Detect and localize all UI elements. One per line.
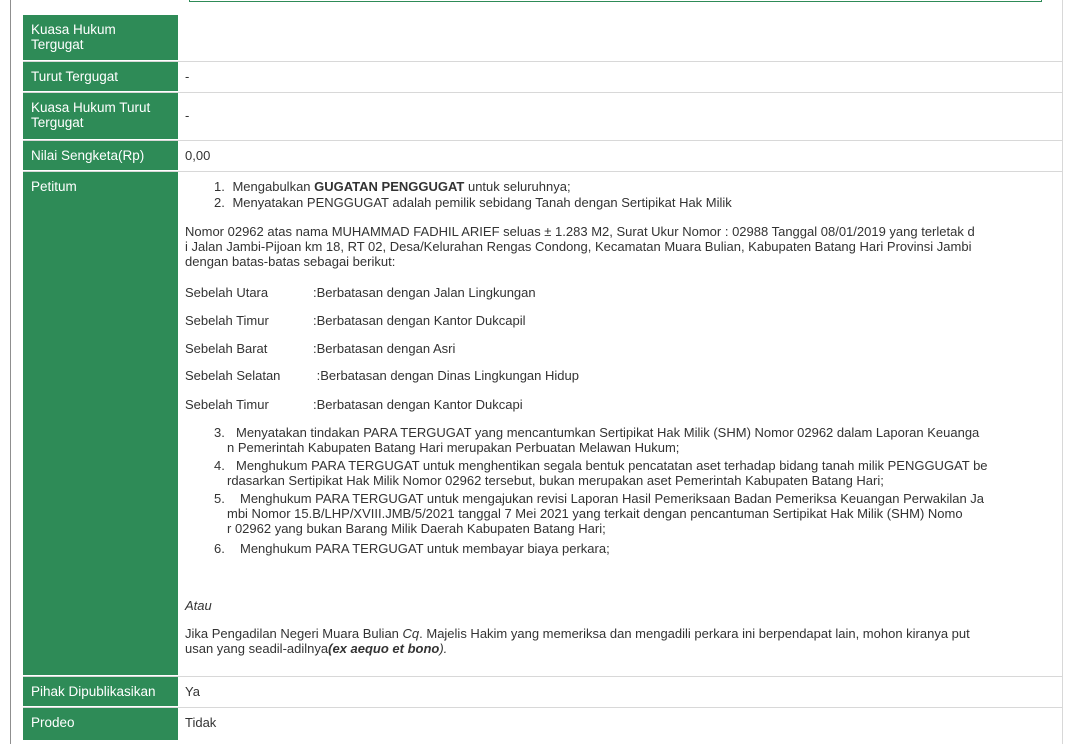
- batas-row: [185, 341, 1055, 356]
- row-divider: [23, 92, 1063, 93]
- row-divider: [23, 140, 1063, 141]
- petitum-item-6: [214, 541, 1054, 556]
- petitum-item-5: [214, 491, 1054, 536]
- batas-row: [185, 368, 1055, 383]
- ex-aequo-et-bono: (ex aequo et bono: [328, 641, 440, 656]
- batas-row: [185, 285, 1055, 300]
- batas-desc: :Berbatasan dengan Jalan Lingkungan: [313, 285, 536, 300]
- jika-l2-post: ).: [439, 641, 448, 656]
- jika-line-1: [185, 626, 1055, 641]
- row-divider: [23, 61, 1063, 62]
- batas-side: Sebelah Timur: [185, 313, 269, 328]
- batas-row: [185, 397, 1055, 412]
- label-nilai-sengketa: Nilai Sengketa(Rp): [23, 141, 178, 170]
- label-pihak-dipublikasikan: Pihak Dipublikasikan: [23, 677, 178, 706]
- petitum-item-3: [214, 425, 1054, 455]
- item1-text-pre: Mengabulkan: [232, 179, 315, 194]
- row-divider: [23, 676, 1063, 677]
- row-divider: [23, 171, 1063, 172]
- nomor-line-2: i Jalan Jambi-Pijoan km 18, RT 02, Desa/Kelurahan Rengas Condong, Kecamatan Muara Bulian, Kabupaten Batang Hari Provinsi Jambi: [185, 239, 972, 254]
- batas-row: [185, 313, 1055, 328]
- item4-line-2: rdasarkan Sertipikat Hak Milik Nomor 02962 tersebut, bukan merupakan aset Pemerintah Kabupaten Batang Hari;: [227, 473, 884, 488]
- list-number: 2.: [214, 195, 225, 210]
- item3-line-1: Menyatakan tindakan PARA TERGUGAT yang mencantumkan Sertipikat Hak Milik (SHM) Nomor 02962 dalam Laporan Keuanga: [236, 425, 980, 440]
- nomor-line-1: Nomor 02962 atas nama MUHAMMAD FADHIL ARIEF seluas ± 1.283 M2, Surat Ukur Nomor : 02988 Tanggal 08/01/2019 yang terletak d: [185, 224, 975, 239]
- list-number: 3.: [214, 425, 225, 440]
- jika-post: . Majelis Hakim yang memeriksa dan mengadili perkara ini berpendapat lain, mohon kiranya put: [419, 626, 970, 641]
- jika-line-2: [185, 641, 1055, 656]
- list-number: 4.: [214, 458, 225, 473]
- list-number: 6.: [214, 541, 225, 556]
- batas-desc: :Berbatasan dengan Kantor Dukcapi: [313, 397, 523, 412]
- item5-line-3: r 02962 yang bukan Barang Milik Daerah Kabupaten Batang Hari;: [227, 521, 606, 536]
- batas-side: Sebelah Utara: [185, 285, 269, 300]
- petitum-nomor-paragraph: [185, 224, 1055, 269]
- list-number: 1.: [214, 179, 225, 194]
- label-turut-tergugat: Turut Tergugat: [23, 62, 178, 91]
- value-prodeo: Tidak: [185, 715, 217, 730]
- petitum-item-4: [214, 458, 1054, 488]
- batas-desc: :Berbatasan dengan Kantor Dukcapil: [313, 313, 526, 328]
- batas-desc: :Berbatasan dengan Asri: [313, 341, 456, 356]
- nomor-line-3: dengan batas-batas sebagai berikut:: [185, 254, 396, 269]
- item3-line-2: n Pemerintah Kabupaten Batang Hari merupakan Perbuatan Melawan Hukum;: [227, 440, 680, 455]
- item5-line-1: Menghukum PARA TERGUGAT untuk mengajukan revisi Laporan Hasil Pemeriksaan Badan Pemeriksa Keuangan Perwakilan Ja: [240, 491, 985, 506]
- label-prodeo: Prodeo: [23, 708, 178, 740]
- item2-text: Menyatakan PENGGUGAT adalah pemilik sebidang Tanah dengan Sertipikat Hak Milik: [232, 195, 732, 210]
- jika-paragraph: [185, 626, 1055, 656]
- list-number: 5.: [214, 491, 225, 506]
- batas-desc: :Berbatasan dengan Dinas Lingkungan Hidup: [313, 368, 579, 383]
- label-kuasa-hukum-tergugat: Kuasa Hukum Tergugat: [23, 15, 178, 60]
- value-nilai-sengketa: 0,00: [185, 148, 211, 163]
- item4-line-1: Menghukum PARA TERGUGAT untuk menghentikan segala bentuk pencatatan aset terhadap bidang tanah milik PENGGUGAT be: [236, 458, 988, 473]
- value-kuasa-hukum-turut-tergugat: -: [185, 108, 190, 123]
- batas-side: Sebelah Selatan: [185, 368, 281, 383]
- item1-text-post: untuk seluruhnya;: [464, 179, 571, 194]
- petitum-item-1: [214, 179, 571, 194]
- value-pihak-dipublikasikan: Ya: [185, 684, 200, 699]
- jika-cq: Cq: [402, 626, 420, 641]
- batas-side: Sebelah Timur: [185, 397, 269, 412]
- atau-text: Atau: [185, 598, 212, 613]
- previous-row-box: [189, 0, 1042, 2]
- item1-text-bold: GUGATAN PENGGUGAT: [314, 179, 465, 194]
- item5-line-2: mbi Nomor 15.B/LHP/XVIII.JMB/5/2021 tanggal 7 Mei 2021 yang terkait dengan pencantuman Sertipikat Hak Milik (SHM) Nomo: [227, 506, 963, 521]
- petitum-item-2: [214, 195, 732, 210]
- value-turut-tergugat: -: [185, 69, 190, 84]
- item6-text: Menghukum PARA TERGUGAT untuk membayar biaya perkara;: [240, 541, 610, 556]
- row-divider: [23, 707, 1063, 708]
- batas-side: Sebelah Barat: [185, 341, 268, 356]
- label-petitum: Petitum: [23, 172, 178, 675]
- jika-l2-pre: usan yang seadil-adilnya: [185, 641, 329, 656]
- label-kuasa-hukum-turut-tergugat: Kuasa Hukum Turut Tergugat: [23, 93, 178, 139]
- jika-pre: Jika Pengadilan Negeri Muara Bulian: [185, 626, 403, 641]
